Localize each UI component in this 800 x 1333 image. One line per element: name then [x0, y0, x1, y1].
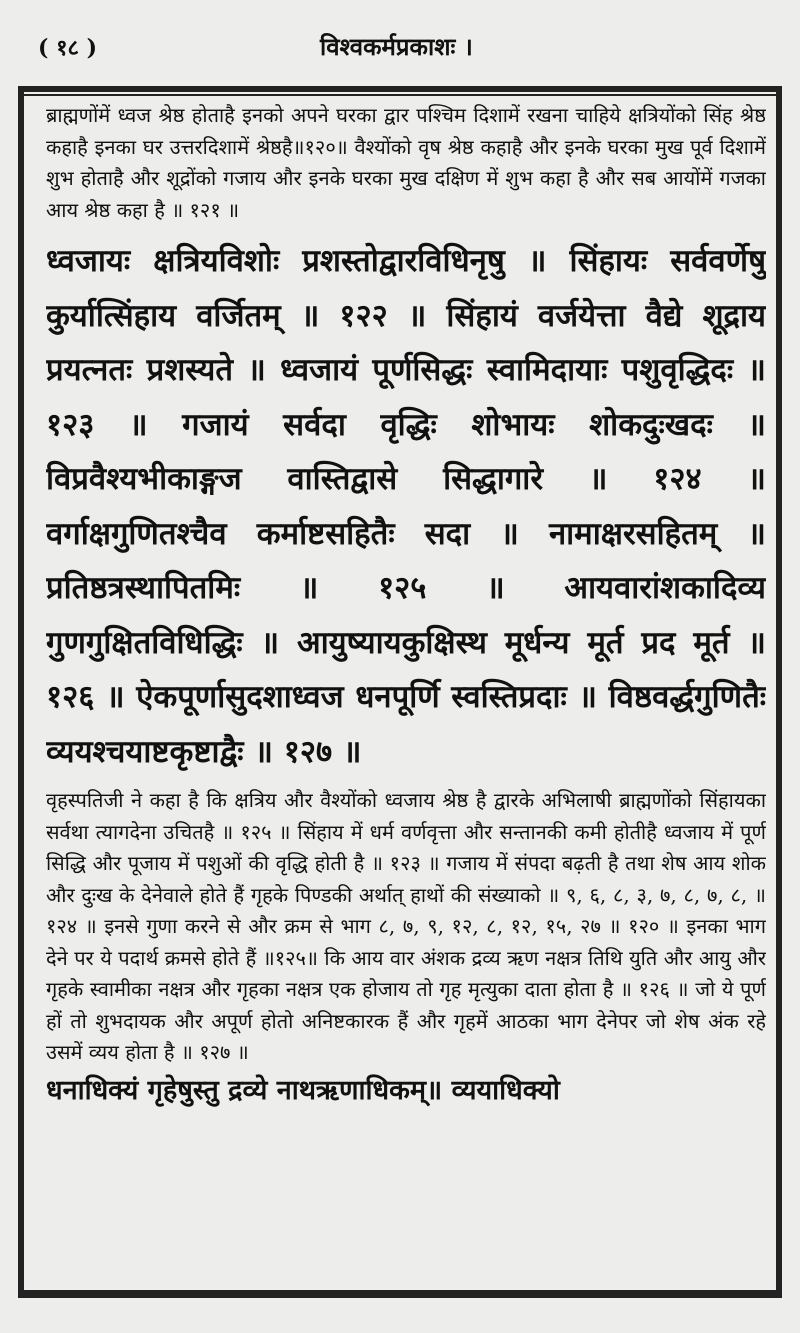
page-body: [46, 100, 766, 1285]
continuing-verse-line: धनाधिक्यं गृहेषुस्तु द्रव्ये नाथऋणाधिकम्॥ व्ययाधिक्यो: [46, 1074, 560, 1106]
left-border-rule: [18, 86, 24, 1294]
page-number: ( १८ ): [38, 35, 98, 61]
top-border-rule: [24, 86, 776, 92]
sanskrit-verses: ध्वजायः क्षत्रियविशोः प्रशस्तोद्वारविधिनृषु ॥ सिंहायः सर्ववर्णेषु कुर्यात्सिंहाय वर्जितम् ॥ १२२ ॥ सिंहायं वर्जयेत्ता वैद्ये शूद्राय प्रयत्नतः प्रशस्यते ॥ ध्वजायं पूर्णसिद्धः स्वामिदायाः पशुवृद्धिदः ॥ १२३ ॥ गजायं सर्वदा वृद्धिः शोभायः शोकदुःखदः ॥ विप्रवैश्यभीकाङ्गज वास्तिद्वासे सिद्धागारे ॥ १२४ ॥ वर्गाक्षगुणितश्चैव कर्माष्टसहितैः सदा ॥ नामाक्षरसहितम् ॥ प्रतिष्ठत्रस्थापितमिः ॥ १२५ ॥ आयवारांशकादिव्य गुणगुक्षितविधिद्धिः ॥ आयुष्यायकुक्षिस्थ मूर्धन्य मूर्त प्रद मूर्त ॥ १२६ ॥ ऐकपूर्णासुदशाध्वज धनपूर्णि स्वस्तिप्रदाः ॥ विष्ठवर्द्धगुणितैः व्ययश्चयाष्टकृष्टाद्वैः ॥ १२७ ॥: [46, 243, 766, 770]
right-border-rule: [776, 86, 782, 1294]
bottom-border-rule: [18, 1290, 782, 1298]
commentary-paragraph-1: ब्राह्मणोंमें ध्वज श्रेष्ठ होताहै इनको अपने घरका द्वार पश्चिम दिशामें रखना चाहिये क्षत्रियोंको सिंह श्रेष्ठ कहाहै इनका घर उत्तरदिशामें श्रेष्ठहै॥१२०॥ वैश्योंको वृष श्रेष्ठ कहाहै और इनके घरका मुख पूर्व दिशामें शुभ होताहै और शूद्रोंको गजाय और इनके घरका मुख दक्षिण में शुभ कहा है और सब आयोंमें गजका आय श्रेष्ठ कहा है ॥ १२१ ॥: [46, 103, 766, 222]
commentary-paragraph-2: वृहस्पतिजी ने कहा है कि क्षत्रिय और वैश्योंको ध्वजाय श्रेष्ठ है द्वारके अभिलाषी ब्राह्मणोंको सिंहायका सर्वथा त्यागदेना उचितहै ॥ १२५ ॥ सिंहाय में धर्म वर्णवृत्ता और सन्तानकी कमी होतीहै ध्वजाय में पूर्ण सिद्धि और पूजाय में पशुओं की वृद्धि होती है ॥ १२३ ॥ गजाय में संपदा बढ़ती है तथा शेष आय शोक और दुःख के देनेवाले होते हैं गृहके पिण्डकी अर्थात् हाथों की संख्याको ॥ ९, ६, ८, ३, ७, ८, ७, ८, ॥ १२४ ॥ इनसे गुणा करने से और क्रम से भाग ८, ७, ९, १२, ८, १२, १५, २७ ॥ १२० ॥ इनका भाग देने पर ये पदार्थ क्रमसे होते हैं ॥१२५॥ कि आय वार अंशक द्रव्य ऋण नक्षत्र तिथि युति और आयु और गृहके स्वामीका नक्षत्र और गृहका नक्षत्र एक होजाय तो गृह मृत्युका दाता होता है ॥ १२६ ॥ जो ये पूर्ण हों तो शुभदायक और अपूर्ण होतो अनिष्टकारक हैं और गृहमें आठका भाग देनेपर जो शेष अंक रहे उसमें व्यय होता है ॥ १२७ ॥: [46, 788, 766, 1064]
running-title: विश्वकर्मप्रकाशः ।: [320, 32, 473, 61]
top-border-rule-thin: [24, 94, 776, 96]
page-header: [20, 26, 780, 66]
